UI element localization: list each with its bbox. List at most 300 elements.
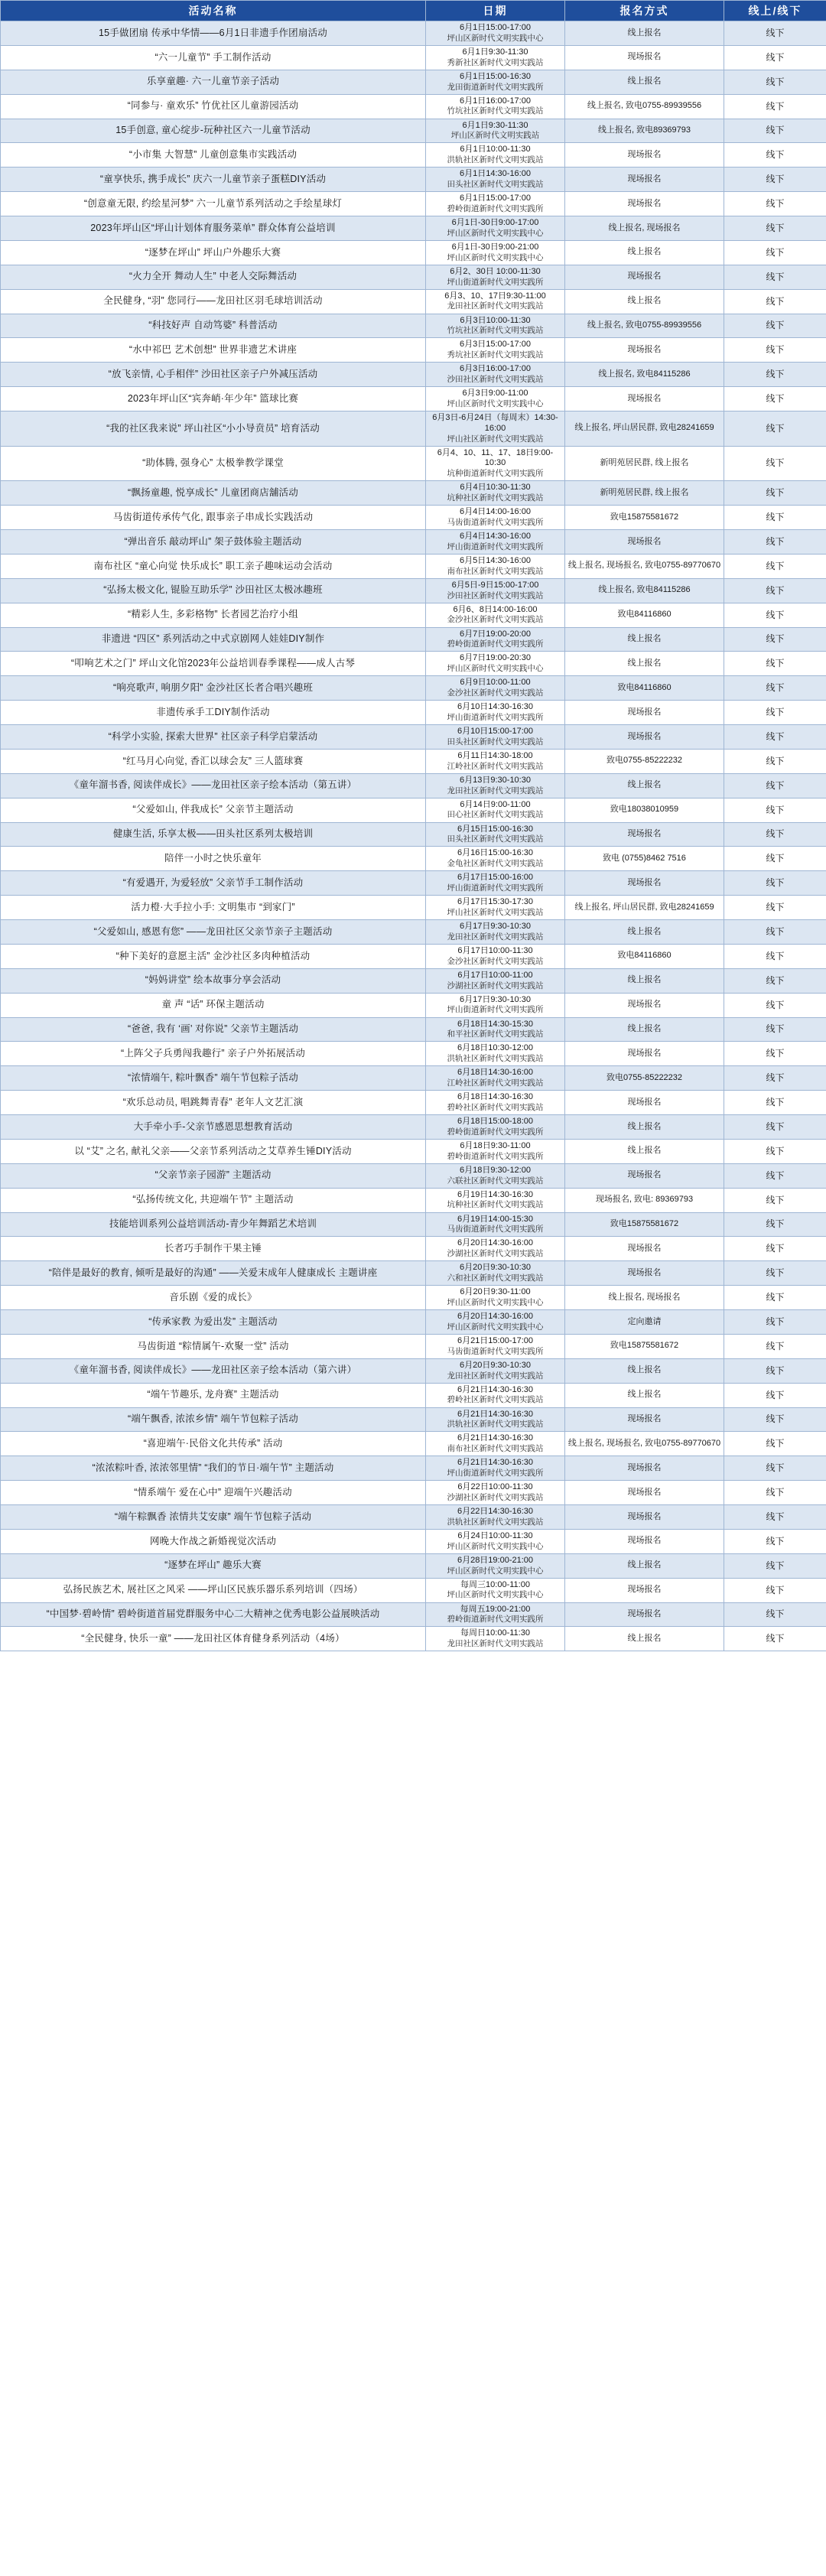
table-row — [1, 338, 826, 363]
cell-activity-name: “父爱如山, 伴我成长” 父亲节主题活动 — [1, 798, 426, 822]
cell-date — [426, 1432, 565, 1456]
cell-activity-name: “妈妈讲堂” 绘本故事分享会活动 — [1, 968, 426, 993]
cell-online-offline: 线下 — [724, 446, 826, 481]
date-place: 江岭社区新时代文明实践站 — [447, 761, 544, 771]
cell-date — [426, 822, 565, 847]
cell-signup-method: 致电0755-85222232 — [565, 1066, 724, 1091]
table-row — [1, 363, 826, 387]
table-row — [1, 265, 826, 289]
cell-signup-method: 线上报名 — [565, 773, 724, 798]
cell-activity-name: “上阵父子兵勇闯我趣行” 亲子户外拓展活动 — [1, 1042, 426, 1066]
cell-signup-method: 现场报名 — [565, 192, 724, 216]
date-time: 6月1日-30日9:00-21:00 — [451, 242, 539, 252]
cell-signup-method: 现场报名 — [565, 1481, 724, 1505]
date-place: 洪轨社区新时代文明实践站 — [447, 1054, 544, 1064]
cell-date — [426, 1188, 565, 1212]
date-place: 沙田社区新时代文明实践站 — [447, 590, 544, 600]
cell-activity-name: “情系端午 爱在心中” 迎端午兴趣活动 — [1, 1481, 426, 1505]
date-time: 6月1日14:30-16:00 — [460, 169, 531, 179]
date-time: 6月7日19:00-20:00 — [460, 629, 531, 639]
date-place: 沙田社区新时代文明实践站 — [447, 375, 544, 384]
date-time: 6月28日19:00-21:00 — [457, 1555, 534, 1565]
cell-date — [426, 871, 565, 896]
table-row — [1, 725, 826, 750]
date-place: 碧岭社区新时代文明实践站 — [447, 1102, 544, 1112]
cell-activity-name: 15手做团扇 传承中华情——6月1日非遗手作团扇活动 — [1, 21, 426, 46]
cell-online-offline: 线下 — [724, 554, 826, 578]
cell-online-offline: 线下 — [724, 993, 826, 1017]
table-row — [1, 1383, 826, 1407]
date-place: 马齿街道新时代文明实践所 — [447, 1346, 544, 1356]
cell-activity-name: “响亮歌声, 响朋夕阳” 金沙社区长者合唱兴趣班 — [1, 676, 426, 701]
cell-online-offline: 线下 — [724, 871, 826, 896]
cell-activity-name: 音乐剧《爱的成长》 — [1, 1286, 426, 1310]
date-time: 6月19日14:30-16:30 — [457, 1189, 534, 1199]
cell-signup-method: 线上报名 — [565, 1017, 724, 1042]
cell-signup-method: 致电84116860 — [565, 603, 724, 627]
date-place: 龙田社区新时代文明实践站 — [447, 301, 544, 311]
date-place: 坪山区新时代文明实践中心 — [447, 398, 544, 408]
date-time: 每周五19:00-21:00 — [460, 1604, 531, 1614]
table-row — [1, 847, 826, 871]
cell-online-offline: 线下 — [724, 338, 826, 363]
date-time: 6月17日9:30-10:30 — [460, 922, 531, 931]
cell-activity-name: “端午节趣乐, 龙舟赛” 主题活动 — [1, 1383, 426, 1407]
table-row — [1, 1358, 826, 1383]
cell-signup-method: 现场报名 — [565, 1456, 724, 1481]
table-row — [1, 192, 826, 216]
date-place: 龙田社区新时代文明实践站 — [447, 932, 544, 942]
cell-date — [426, 1553, 565, 1578]
date-time: 6月18日9:30-12:00 — [460, 1165, 531, 1175]
cell-activity-name: “精彩人生, 多彩格物” 长者园艺治疗小组 — [1, 603, 426, 627]
cell-signup-method: 现场报名 — [565, 1407, 724, 1432]
date-time: 6月5日-9日15:00-17:00 — [451, 580, 539, 590]
date-time: 6月1日15:00-17:00 — [460, 194, 531, 203]
cell-activity-name: “浓情端午, 粽叶飘香” 端午节包粽子活动 — [1, 1066, 426, 1091]
table-row — [1, 289, 826, 314]
cell-activity-name: 15手创意, 童心绽步-玩种社区六一儿童节活动 — [1, 119, 426, 143]
cell-activity-name: “助体腾, 强身心” 太极拳教学课堂 — [1, 446, 426, 481]
table-row — [1, 143, 826, 168]
cell-activity-name: “飘扬童趣, 悦享成长” 儿童团商店舖活动 — [1, 481, 426, 506]
cell-signup-method: 新明苑居民群, 线上报名 — [565, 481, 724, 506]
cell-date — [426, 1163, 565, 1188]
date-place: 龙田社区新时代文明实践站 — [447, 1639, 544, 1649]
cell-activity-name: “放飞亲情, 心手相伴” 沙田社区亲子户外减压活动 — [1, 363, 426, 387]
cell-activity-name: “弘扬太极文化, 锟脸互助乐学” 沙田社区太极冰趣班 — [1, 578, 426, 603]
date-place: 坪山区新时代文明实践中心 — [447, 252, 544, 262]
cell-date — [426, 944, 565, 968]
cell-activity-name: 大手牵小手-父亲节感恩思想教育活动 — [1, 1115, 426, 1140]
table-row — [1, 652, 826, 676]
cell-signup-method: 现场报名, 致电: 89369793 — [565, 1188, 724, 1212]
date-time: 6月21日14:30-16:30 — [457, 1433, 534, 1443]
cell-online-offline: 线下 — [724, 94, 826, 119]
date-place: 坪山街道新时代文明实践所 — [447, 542, 544, 551]
date-place: 田头社区新时代文明实践站 — [447, 737, 544, 746]
cell-activity-name: “父爱如山, 感恩有您” ——龙田社区父亲节亲子主题活动 — [1, 920, 426, 945]
date-place: 沙湖社区新时代文明实践站 — [447, 1492, 544, 1502]
table-row — [1, 1529, 826, 1553]
cell-online-offline: 线下 — [724, 578, 826, 603]
cell-date — [426, 481, 565, 506]
cell-signup-method: 线上报名 — [565, 1115, 724, 1140]
cell-signup-method: 致电84116860 — [565, 944, 724, 968]
date-time: 6月3日10:00-11:30 — [460, 315, 531, 325]
date-place: 坑种社区新时代文明实践站 — [447, 1200, 544, 1210]
cell-date — [426, 1334, 565, 1358]
table-header-row — [1, 1, 826, 21]
table-row — [1, 1456, 826, 1481]
date-time: 6月4、10、11、17、18日9:00-10:30 — [437, 447, 554, 468]
date-time: 6月18日9:30-11:00 — [460, 1140, 531, 1150]
cell-signup-method: 致电0755-85222232 — [565, 749, 724, 773]
cell-activity-name: “科学小实验, 探索大世界” 社区亲子科学启蒙活动 — [1, 725, 426, 750]
cell-signup-method: 致电18038010959 — [565, 798, 724, 822]
cell-signup-method: 线上报名, 现场报名, 致电0755-89770670 — [565, 554, 724, 578]
date-place: 龙田街道新时代文明实践所 — [447, 82, 544, 92]
cell-activity-name: “童享快乐, 携手成长” 庆六一儿童节亲子蛋糕DIY活动 — [1, 168, 426, 192]
date-place: 碧岭街道新时代文明实践所 — [447, 1151, 544, 1161]
cell-date — [426, 192, 565, 216]
cell-date — [426, 21, 565, 46]
table-row — [1, 119, 826, 143]
table-row — [1, 1188, 826, 1212]
table-row — [1, 1139, 826, 1163]
date-time: 6月6、8日14:00-16:00 — [453, 604, 538, 614]
cell-online-offline: 线下 — [724, 968, 826, 993]
cell-online-offline: 线下 — [724, 1286, 826, 1310]
cell-date — [426, 314, 565, 338]
date-time: 6月10日14:30-16:30 — [457, 702, 534, 712]
cell-date — [426, 1481, 565, 1505]
date-place: 田心社区新时代文明实践站 — [447, 810, 544, 820]
date-time: 6月1日-30日9:00-17:00 — [451, 218, 539, 227]
table-row — [1, 578, 826, 603]
cell-online-offline: 线下 — [724, 676, 826, 701]
cell-online-offline: 线下 — [724, 530, 826, 555]
cell-signup-method: 线上报名 — [565, 289, 724, 314]
cell-date — [426, 993, 565, 1017]
date-place: 金沙社区新时代文明实践站 — [447, 615, 544, 625]
cell-date — [426, 1310, 565, 1335]
cell-activity-name: 网晚大作战之新婚视觉次活动 — [1, 1529, 426, 1553]
date-time: 6月24日10:00-11:30 — [457, 1530, 533, 1540]
cell-activity-name: 《童年溜书香, 阅读伴成长》——龙田社区亲子绘本活动（第五讲） — [1, 773, 426, 798]
date-time: 6月14日9:00-11:00 — [460, 799, 531, 809]
cell-date — [426, 506, 565, 530]
cell-signup-method: 线上报名 — [565, 240, 724, 265]
table-row — [1, 45, 826, 70]
cell-activity-name: “红马月心向觉, 香汇以球会友” 三人篮球赛 — [1, 749, 426, 773]
cell-online-offline: 线下 — [724, 119, 826, 143]
cell-date — [426, 1578, 565, 1602]
cell-activity-name: 童 声 “话” 环保主题活动 — [1, 993, 426, 1017]
cell-date — [426, 1139, 565, 1163]
cell-date — [426, 1627, 565, 1651]
table-row — [1, 1481, 826, 1505]
date-time: 6月21日14:30-16:30 — [457, 1409, 534, 1419]
cell-signup-method: 线上报名, 致电84115286 — [565, 363, 724, 387]
cell-date — [426, 446, 565, 481]
date-place: 金沙社区新时代文明实践站 — [447, 956, 544, 966]
table-row — [1, 411, 826, 447]
cell-online-offline: 线下 — [724, 411, 826, 447]
table-row — [1, 70, 826, 94]
date-time: 6月18日14:30-15:30 — [457, 1019, 534, 1029]
table-row — [1, 798, 826, 822]
cell-activity-name: 技能培训系列公益培训活动-青少年舞蹈艺术培训 — [1, 1212, 426, 1237]
date-place: 坪山区新时代文明实践中心 — [447, 1541, 544, 1551]
cell-signup-method: 现场报名 — [565, 168, 724, 192]
column-header-date: 日期 — [426, 1, 565, 21]
date-place: 碧岭街道新时代文明实践所 — [447, 1615, 544, 1625]
date-time: 6月21日15:00-17:00 — [457, 1335, 534, 1345]
cell-online-offline: 线下 — [724, 1139, 826, 1163]
date-place: 坪山区新时代文明实践中心 — [447, 1590, 544, 1600]
cell-signup-method: 现场报名 — [565, 1163, 724, 1188]
date-place: 坪山街道新时代文明实践所 — [447, 277, 544, 287]
cell-online-offline: 线下 — [724, 1407, 826, 1432]
cell-activity-name: 2023年坪山区“坪山计划体育服务菜单” 群众体育公益培训 — [1, 216, 426, 241]
table-body — [1, 21, 826, 1651]
table-row — [1, 968, 826, 993]
cell-online-offline: 线下 — [724, 1358, 826, 1383]
cell-online-offline: 线下 — [724, 701, 826, 725]
cell-online-offline: 线下 — [724, 749, 826, 773]
date-time: 6月21日14:30-16:30 — [457, 1458, 534, 1468]
cell-signup-method: 线上报名 — [565, 70, 724, 94]
cell-activity-name: 乐享童趣· 六一儿童节亲子活动 — [1, 70, 426, 94]
cell-signup-method: 现场报名 — [565, 338, 724, 363]
cell-online-offline: 线下 — [724, 192, 826, 216]
cell-date — [426, 603, 565, 627]
column-header-online: 线上/线下 — [724, 1, 826, 21]
date-place: 坪山街道新时代文明实践所 — [447, 883, 544, 893]
cell-online-offline: 线下 — [724, 481, 826, 506]
date-place: 碧岭社区新时代文明实践站 — [447, 1395, 544, 1405]
table-row — [1, 896, 826, 920]
cell-date — [426, 749, 565, 773]
cell-date — [426, 265, 565, 289]
date-time: 6月22日10:00-11:30 — [457, 1482, 533, 1492]
cell-activity-name: “种下美好的意愿主活” 金沙社区多肉种植活动 — [1, 944, 426, 968]
cell-online-offline: 线下 — [724, 1553, 826, 1578]
date-time: 6月1日9:30-11:30 — [462, 120, 528, 130]
cell-online-offline: 线下 — [724, 1578, 826, 1602]
cell-signup-method: 线上报名, 致电0755-89939556 — [565, 94, 724, 119]
cell-date — [426, 168, 565, 192]
date-time: 6月1日15:00-16:30 — [460, 71, 531, 81]
table-row — [1, 1602, 826, 1627]
cell-activity-name: 马齿街道 “粽情属午-欢聚一堂” 活动 — [1, 1334, 426, 1358]
cell-date — [426, 554, 565, 578]
cell-activity-name: 陪伴一小时之快乐童年 — [1, 847, 426, 871]
cell-signup-method: 线上报名 — [565, 920, 724, 945]
table-row — [1, 314, 826, 338]
table-row — [1, 1091, 826, 1115]
cell-signup-method: 线上报名, 坪山居民群, 致电28241659 — [565, 411, 724, 447]
date-time: 6月20日9:30-10:30 — [460, 1360, 531, 1370]
table-row — [1, 1407, 826, 1432]
cell-online-offline: 线下 — [724, 1115, 826, 1140]
cell-online-offline: 线下 — [724, 45, 826, 70]
cell-date — [426, 578, 565, 603]
date-place: 坪山街道新时代文明实践所 — [447, 712, 544, 722]
cell-online-offline: 线下 — [724, 363, 826, 387]
cell-signup-method: 线上报名 — [565, 652, 724, 676]
cell-date — [426, 1261, 565, 1286]
cell-activity-name: “水中祁巴 艺术创想” 世界非遗艺术讲座 — [1, 338, 426, 363]
cell-activity-name: “喜迎端午·民俗文化共传承” 活动 — [1, 1432, 426, 1456]
cell-signup-method: 线上报名 — [565, 1139, 724, 1163]
cell-online-offline: 线下 — [724, 920, 826, 945]
cell-activity-name: 非遗进 “四区” 系列活动之中式京剧网人娃娃DIY制作 — [1, 627, 426, 652]
table-row — [1, 603, 826, 627]
date-place: 碧岭街道新时代文明实践所 — [447, 203, 544, 213]
cell-activity-name: 以 “艾” 之名, 献礼父亲——父亲节系列活动之艾草养生锤DIY活动 — [1, 1139, 426, 1163]
date-time: 6月18日14:30-16:00 — [457, 1068, 534, 1078]
date-time: 6月17日15:00-16:00 — [457, 873, 534, 883]
cell-signup-method: 现场报名 — [565, 1505, 724, 1530]
cell-activity-name: 马齿街道传承传气化, 跟事亲子串成长实践活动 — [1, 506, 426, 530]
table-row — [1, 1553, 826, 1578]
date-place: 龙田社区新时代文明实践站 — [447, 785, 544, 795]
date-time: 6月22日14:30-16:30 — [457, 1507, 534, 1516]
cell-date — [426, 676, 565, 701]
cell-signup-method: 现场报名 — [565, 1091, 724, 1115]
cell-signup-method: 现场报名 — [565, 45, 724, 70]
date-time: 6月15日15:00-16:30 — [457, 824, 534, 834]
date-place: 坑种街道新时代文明实践所 — [447, 469, 544, 479]
cell-signup-method: 新明苑居民群, 线上报名 — [565, 446, 724, 481]
cell-signup-method: 现场报名 — [565, 530, 724, 555]
date-place: 秀新社区新时代文明实践站 — [447, 57, 544, 67]
cell-activity-name: 长者巧手制作干果主锤 — [1, 1237, 426, 1261]
date-time: 6月3、10、17日9:30-11:00 — [444, 291, 546, 301]
table-row — [1, 1212, 826, 1237]
cell-signup-method: 致电15875581672 — [565, 1212, 724, 1237]
table-row — [1, 1505, 826, 1530]
cell-online-offline: 线下 — [724, 240, 826, 265]
cell-signup-method: 致电15875581672 — [565, 506, 724, 530]
table-row — [1, 627, 826, 652]
cell-online-offline: 线下 — [724, 1017, 826, 1042]
cell-online-offline: 线下 — [724, 798, 826, 822]
table-row — [1, 506, 826, 530]
cell-date — [426, 1212, 565, 1237]
table-header — [1, 1, 826, 21]
date-place: 和平社区新时代文明实践站 — [447, 1029, 544, 1039]
date-place: 龙田社区新时代文明实践站 — [447, 1371, 544, 1381]
table-row — [1, 1286, 826, 1310]
cell-signup-method: 线上报名, 致电84115286 — [565, 578, 724, 603]
cell-online-offline: 线下 — [724, 1042, 826, 1066]
date-time: 6月7日19:00-20:30 — [460, 653, 531, 663]
cell-signup-method: 现场报名 — [565, 1578, 724, 1602]
date-time: 6月2、30日 10:00-11:30 — [450, 266, 541, 276]
cell-date — [426, 627, 565, 652]
date-time: 6月17日10:00-11:00 — [457, 970, 533, 980]
cell-online-offline: 线下 — [724, 1481, 826, 1505]
table-row — [1, 822, 826, 847]
date-time: 6月20日14:30-16:00 — [457, 1312, 534, 1321]
cell-online-offline: 线下 — [724, 1456, 826, 1481]
cell-signup-method: 现场报名 — [565, 1237, 724, 1261]
cell-activity-name: “六一儿童节” 手工制作活动 — [1, 45, 426, 70]
date-time: 6月4日14:00-16:00 — [460, 507, 531, 517]
cell-date — [426, 530, 565, 555]
cell-signup-method: 线上报名, 现场报名, 致电0755-89770670 — [565, 1432, 724, 1456]
cell-date — [426, 1529, 565, 1553]
date-place: 坪山区新时代文明实践站 — [450, 131, 540, 141]
cell-date — [426, 652, 565, 676]
cell-online-offline: 线下 — [724, 847, 826, 871]
cell-online-offline: 线下 — [724, 506, 826, 530]
date-time: 6月20日9:30-10:30 — [460, 1263, 531, 1273]
cell-signup-method: 线上报名 — [565, 1553, 724, 1578]
date-time: 6月17日9:30-10:30 — [460, 994, 531, 1004]
cell-date — [426, 896, 565, 920]
table-row — [1, 1334, 826, 1358]
date-time: 6月3日16:00-17:00 — [460, 364, 531, 374]
cell-online-offline: 线下 — [724, 1432, 826, 1456]
date-time: 6月18日14:30-16:30 — [457, 1092, 534, 1102]
cell-activity-name: “逐梦在坪山” 趣乐大赛 — [1, 1553, 426, 1578]
cell-activity-name: “创意童无限, 约绘星河梦” 六一儿童节系列活动之手绘星球灯 — [1, 192, 426, 216]
cell-activity-name: “小市集 大智慧” 儿童创意集市实践活动 — [1, 143, 426, 168]
cell-date — [426, 240, 565, 265]
date-place: 坪山区新时代文明实践中心 — [447, 664, 544, 674]
table-row — [1, 701, 826, 725]
date-place: 南布社区新时代文明实践站 — [447, 1444, 544, 1454]
cell-online-offline: 线下 — [724, 265, 826, 289]
date-time: 6月3日9:00-11:00 — [462, 389, 528, 398]
cell-date — [426, 1042, 565, 1066]
date-time: 6月9日10:00-11:00 — [460, 678, 531, 688]
cell-signup-method: 现场报名 — [565, 993, 724, 1017]
cell-online-offline: 线下 — [724, 314, 826, 338]
date-place: 江岭社区新时代文明实践站 — [447, 1078, 544, 1088]
cell-signup-method: 线上报名, 坪山居民群, 致电28241659 — [565, 896, 724, 920]
table-row — [1, 1163, 826, 1188]
date-place: 碧岭街道新时代文明实践所 — [447, 639, 544, 649]
cell-online-offline: 线下 — [724, 70, 826, 94]
date-place: 坪山区新时代文明实践中心 — [447, 33, 544, 43]
cell-activity-name: “同参与· 童欢乐” 竹优社区儿童游园活动 — [1, 94, 426, 119]
table-row — [1, 1017, 826, 1042]
cell-date — [426, 725, 565, 750]
date-place: 竹坑社区新时代文明实践站 — [447, 326, 544, 336]
table-row — [1, 446, 826, 481]
cell-date — [426, 119, 565, 143]
cell-signup-method: 线上报名 — [565, 1383, 724, 1407]
cell-online-offline: 线下 — [724, 1212, 826, 1237]
cell-activity-name: “浓浓粽叶香, 浓浓邻里情” “我们的节日·端午节” 主题活动 — [1, 1456, 426, 1481]
date-place: 马齿街道新时代文明实践所 — [447, 1225, 544, 1234]
cell-online-offline: 线下 — [724, 1505, 826, 1530]
date-time: 6月17日10:00-11:30 — [457, 945, 533, 955]
table-row — [1, 1310, 826, 1335]
date-time: 6月3日15:00-17:00 — [460, 340, 531, 350]
cell-signup-method: 现场报名 — [565, 701, 724, 725]
cell-date — [426, 968, 565, 993]
date-place: 洪轨社区新时代文明实践站 — [447, 1517, 544, 1527]
cell-date — [426, 1091, 565, 1115]
cell-online-offline: 线下 — [724, 143, 826, 168]
cell-signup-method: 现场报名 — [565, 871, 724, 896]
